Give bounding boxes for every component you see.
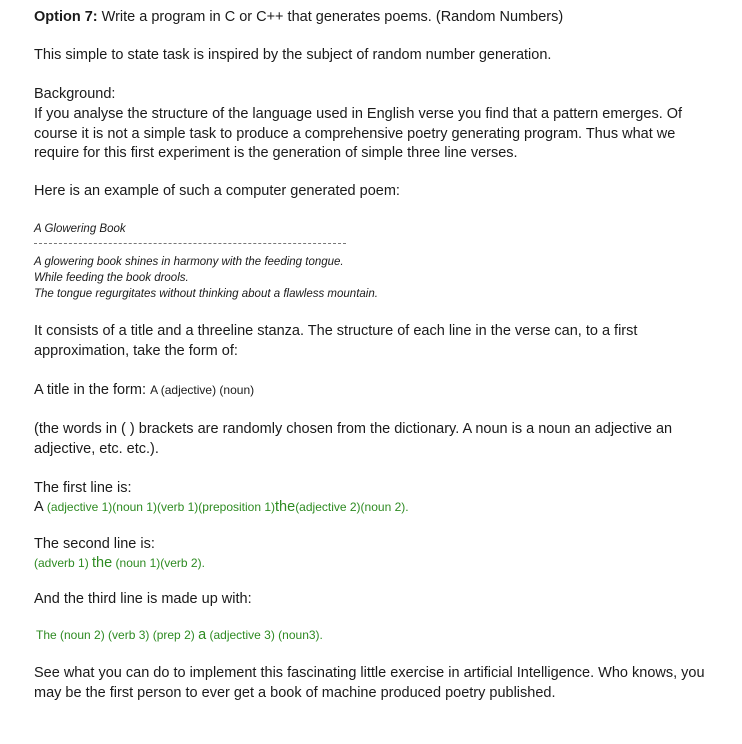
background-line-1: If you analyse the structure of the language used in English verse you find that a pattern emerges. Of bbox=[34, 106, 683, 122]
closing-line-2: may be the first person to ever get a book of machine produced poetry published. bbox=[34, 685, 556, 701]
third-line-pattern bbox=[36, 625, 323, 645]
second-line-part-1: (adverb 1) bbox=[34, 556, 93, 570]
first-line-pattern bbox=[34, 497, 409, 517]
background-label: Background: bbox=[34, 86, 116, 102]
first-line-part-1: (adjective 1)(noun 1)(verb 1)(preposition 1) bbox=[46, 500, 276, 514]
brackets-line-2: adjective, etc. etc.). bbox=[34, 441, 159, 457]
title-form-label: A title in the form: bbox=[34, 382, 151, 398]
third-line-part-1: The (noun 2) (verb 3) (prep 2) bbox=[36, 628, 199, 642]
second-line-part-2: (noun 1)(verb 2). bbox=[112, 556, 205, 570]
title-form-pattern: A (adjective) (noun) bbox=[150, 383, 255, 397]
first-line-part-2: (adjective 2)(noun 2). bbox=[295, 500, 409, 514]
second-line-pattern bbox=[34, 553, 205, 573]
brackets-line-1: (the words in ( ) brackets are randomly chosen from the dictionary. A noun is a noun an adjective an bbox=[34, 421, 673, 437]
title-form bbox=[34, 380, 254, 400]
structure-line-2: approximation, take the form of: bbox=[34, 343, 238, 359]
background-line-2: course it is not a simple task to produce a comprehensive poetry generating program. Thus what we bbox=[34, 126, 676, 142]
heading bbox=[34, 7, 563, 27]
poem-line-3: The tongue regurgitates without thinking about a flawless mountain. bbox=[34, 288, 378, 300]
third-line-part-2: (adjective 3) (noun3). bbox=[206, 628, 323, 642]
poem-title: A Glowering Book bbox=[34, 223, 126, 235]
second-line-label: The second line is: bbox=[34, 536, 155, 552]
poem-line-2: While feeding the book drools. bbox=[34, 272, 189, 284]
poem-line-1: A glowering book shines in harmony with the feeding tongue. bbox=[34, 256, 344, 268]
third-line-label: And the third line is made up with: bbox=[34, 591, 252, 607]
first-line-the: the bbox=[275, 499, 296, 515]
first-line-article: A bbox=[34, 499, 47, 515]
intro-paragraph: This simple to state task is inspired by the subject of random number generation. bbox=[34, 47, 552, 63]
second-line-the: the bbox=[92, 555, 113, 571]
closing-line-1: See what you can do to implement this fascinating little exercise in artificial Intelligence. Who knows, you bbox=[34, 665, 705, 681]
poem-divider bbox=[34, 243, 346, 244]
example-intro: Here is an example of such a computer generated poem: bbox=[34, 183, 400, 199]
option-label: Option 7: bbox=[34, 9, 98, 25]
background-line-3: require for this first experiment is the generation of simple three line verses. bbox=[34, 145, 518, 161]
structure-line-1: It consists of a title and a threeline stanza. The structure of each line in the verse can, to a first bbox=[34, 323, 638, 339]
third-line-a: a bbox=[198, 627, 207, 643]
heading-text: Write a program in C or C++ that generates poems. (Random Numbers) bbox=[97, 9, 564, 25]
first-line-label: The first line is: bbox=[34, 480, 132, 496]
